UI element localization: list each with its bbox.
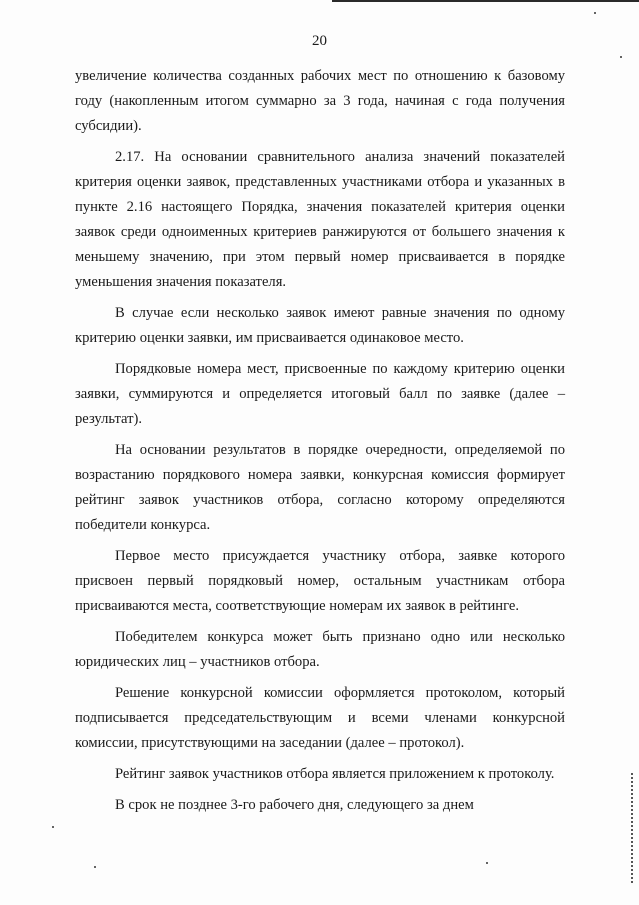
scan-speck — [620, 56, 622, 58]
paragraph-equal-values: В случае если несколько заявок имеют равные значения по одному критерию оценки заявки, им присваивается одинаковое место. — [75, 305, 565, 346]
paragraph-winners: Победителем конкурса может быть признано одно или несколько юридических лиц – участников отбора. — [75, 629, 565, 670]
scan-edge-mark — [631, 773, 636, 883]
scan-speck — [94, 866, 96, 868]
document-body — [75, 64, 565, 818]
paragraph-deadline: В срок не позднее 3-го рабочего дня, следующего за днем — [115, 797, 474, 813]
paragraph-ordinal-numbers: Порядковые номера мест, присвоенные по каждому критерию оценки заявки, суммируются и определяется итоговый балл по заявке (далее – результат). — [75, 361, 565, 427]
paragraph-rating-formation: На основании результатов в порядке очередности, определяемой по возрастанию порядкового номера заявки, конкурсная комиссия формирует рейтинг заявок участников отбора, согласно которому определяются победители конкурса. — [75, 442, 565, 533]
top-border-line — [332, 0, 639, 2]
scan-speck — [52, 826, 54, 828]
paragraph-first-place: Первое место присуждается участнику отбора, заявке которого присвоен первый порядковый номер, остальным участникам отбора присваиваются места, соответствующие номерам их заявок в рейтинге. — [75, 548, 565, 614]
paragraph-continuation: увеличение количества созданных рабочих мест по отношению к базовому году (накопленным итогом суммарно за 3 года, начиная с года получения субсидии). — [75, 68, 565, 134]
paragraph-commission-decision: Решение конкурсной комиссии оформляется протоколом, который подписывается председательствующим и всеми членами конкурсной комиссии, присутствующими на заседании (далее – протокол). — [75, 685, 565, 751]
paragraph-clause-2-17: 2.17. На основании сравнительного анализа значений показателей критерия оценки заявок, представленных участниками отбора и указанных в пункте 2.16 настоящего Порядка, значения показателей критерия оценки заявок среди одноименных критериев ранжируются от большего значения к меньшему значению, при этом первый номер присваивается в порядке уменьшения значения показателя. — [75, 149, 565, 290]
page-number: 20 — [312, 33, 327, 49]
scan-speck — [594, 12, 596, 14]
scan-speck — [486, 862, 488, 864]
paragraph-rating-appendix: Рейтинг заявок участников отбора является приложением к протоколу. — [115, 766, 555, 782]
